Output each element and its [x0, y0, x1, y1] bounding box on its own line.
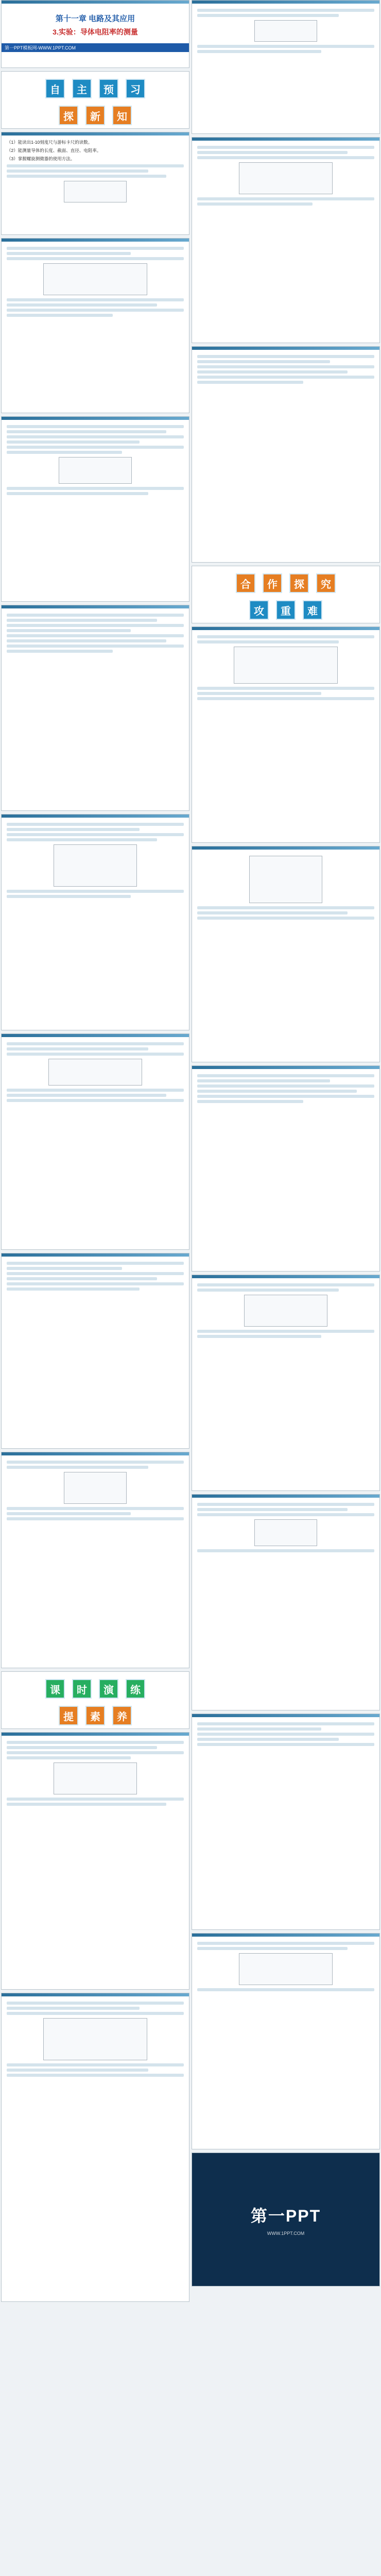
content-slide: [1, 1033, 189, 1250]
banner-tile: 预: [99, 79, 118, 98]
wire-figure: [48, 1059, 142, 1086]
circuit-figure: [54, 1762, 137, 1794]
banner-tile: 练: [126, 1679, 145, 1699]
content-slide: [192, 1714, 380, 1930]
banner-tile: 重: [276, 600, 296, 620]
banner-tile: 习: [126, 79, 145, 98]
banner-tile: 演: [99, 1679, 118, 1699]
banner-tile: 合: [236, 573, 255, 593]
content-slide: [192, 626, 380, 843]
circuit-figure: [43, 263, 147, 295]
diagram-figure: [59, 457, 132, 484]
content-line: （2）能测量导体的长度、截面、直径、电阻率。: [7, 148, 101, 153]
content-slide: [192, 0, 380, 134]
graph-figure: [54, 844, 137, 887]
content-slide: [192, 346, 380, 563]
title-slide: [1, 0, 189, 68]
content-slide: [1, 1253, 189, 1449]
apparatus-figure: [43, 2018, 147, 2060]
content-slide: [1, 1993, 189, 2302]
section-banner-practice: [1, 1671, 189, 1729]
section-banner-explore: [192, 566, 380, 623]
banner-tile: 探: [289, 573, 309, 593]
banner-tile: 提: [59, 1706, 78, 1725]
content-slide: [192, 137, 380, 343]
graph-figure: [249, 856, 322, 903]
content-slide: [1, 132, 189, 235]
site-strip: 第一PPT模板网-WWW.1PPT.COM: [2, 43, 189, 52]
content-slide: [1, 605, 189, 811]
banner-tile: 自: [45, 79, 65, 98]
chapter-title: 第十一章 电路及其应用: [55, 14, 135, 23]
content-slide: [1, 1732, 189, 1990]
content-line: （3）掌握螺旋测微器的使用方法。: [7, 156, 75, 161]
brand-url: WWW.1PPT.COM: [267, 2231, 305, 2236]
brand-logo: 第一PPT: [250, 2207, 321, 2225]
table-figure: [234, 647, 338, 684]
content-slide: [192, 1933, 380, 2149]
banner-tile: 作: [263, 573, 282, 593]
content-slide: [192, 846, 380, 1062]
content-slide: [192, 1065, 380, 1272]
content-slide: [1, 238, 189, 413]
meter-figure: [254, 1519, 317, 1546]
circuit-figure: [239, 1953, 333, 1985]
left-column: [1, 0, 189, 2305]
banner-tile: 课: [45, 1679, 65, 1699]
banner-tile: 素: [85, 1706, 105, 1725]
section-banner-preview: [1, 71, 189, 129]
circuit-figure: [244, 1295, 327, 1327]
banner-tile: 探: [59, 106, 78, 125]
right-column: [192, 0, 380, 2290]
banner-tile: 难: [303, 600, 322, 620]
brand-footer: [192, 2153, 380, 2286]
banner-tile: 攻: [249, 600, 269, 620]
content-slide: [1, 416, 189, 602]
caliper-figure: [64, 181, 127, 202]
circuit-figure: [239, 162, 333, 194]
content-slide: [192, 1494, 380, 1710]
banner-tile: 养: [112, 1706, 132, 1725]
banner-tile: 究: [316, 573, 336, 593]
content-line: （1）能读出1-10刻度尺与游标卡尺的读数。: [7, 140, 93, 145]
content-slide: [192, 1275, 380, 1491]
meter-figure: [64, 1472, 127, 1504]
banner-tile: 时: [72, 1679, 92, 1699]
content-slide: [1, 814, 189, 1030]
banner-tile: 新: [85, 106, 105, 125]
micrometer-figure: [254, 20, 317, 42]
banner-tile: 主: [72, 79, 92, 98]
content-slide: [1, 1452, 189, 1668]
banner-tile: 知: [112, 106, 132, 125]
lesson-title: 3.实验：导体电阻率的测量: [53, 28, 138, 36]
